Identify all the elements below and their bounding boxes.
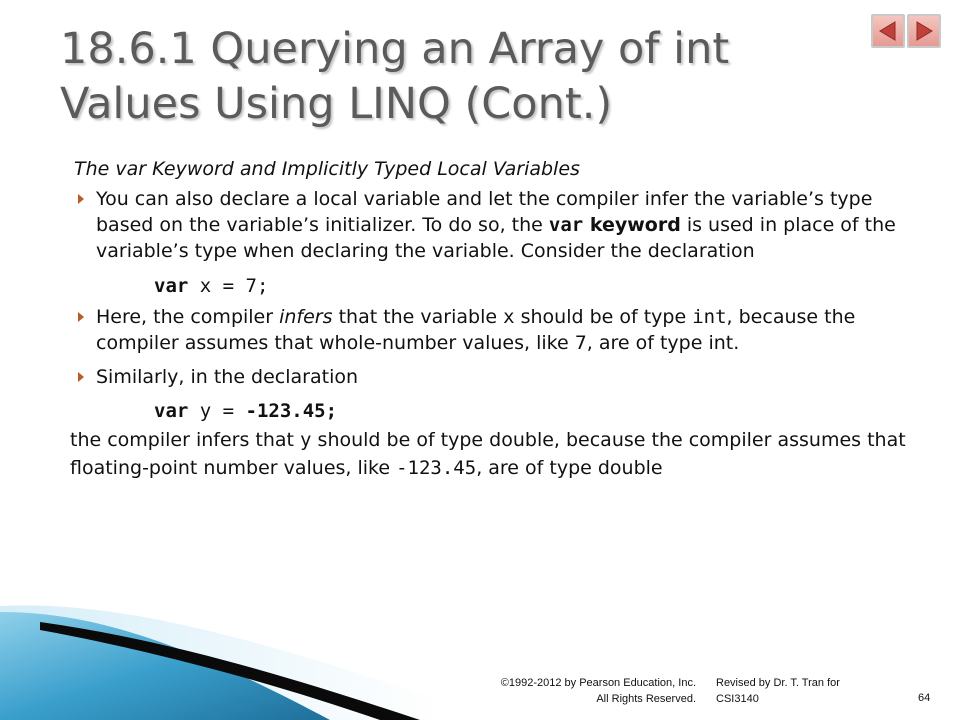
- inline-code: x: [503, 306, 515, 328]
- bullet-text: Similarly, in the declaration: [96, 366, 359, 388]
- bullet-item: [70, 186, 910, 264]
- bullet-text: that the variable: [332, 306, 504, 328]
- code-number: -123.45: [245, 400, 326, 422]
- paragraph-text: should be of type double, because the compiler assumes that floating-point number values, like: [70, 429, 906, 479]
- code-keyword: var: [154, 400, 189, 422]
- paragraph-text: the compiler infers that: [70, 429, 301, 451]
- bullet-text: is used in place of the variable’s type when declaring the variable. Consider the declaration: [96, 214, 896, 262]
- next-slide-button[interactable]: [907, 14, 941, 48]
- slide-body: [70, 156, 910, 482]
- previous-slide-button[interactable]: [871, 14, 905, 48]
- emphasis-text: infers: [279, 306, 333, 328]
- swoosh-blue: [0, 612, 330, 720]
- paragraph-text: , are of type double: [476, 457, 663, 479]
- swoosh-light: [0, 605, 440, 720]
- bullet-item: [70, 364, 910, 390]
- copyright-line: ©1992-2012 by Pearson Education, Inc.: [500, 677, 696, 689]
- triangle-bullet-icon: [78, 372, 84, 382]
- inline-bold-text: keyword: [583, 214, 681, 236]
- explanation-paragraph: [70, 426, 910, 482]
- bullet-item: [70, 304, 910, 356]
- slide-navigation: [871, 14, 941, 48]
- code-example: [70, 398, 910, 424]
- inline-code: y: [300, 429, 312, 451]
- code-example: [70, 273, 910, 299]
- triangle-bullet-icon: [78, 312, 84, 322]
- page-number: 64: [918, 692, 931, 704]
- triangle-bullet-icon: [78, 194, 84, 204]
- copyright-line: All Rights Reserved.: [596, 693, 696, 705]
- inline-code-keyword: var: [548, 214, 584, 236]
- swoosh-black-band: [40, 622, 420, 720]
- inline-code: -123.45: [396, 457, 477, 479]
- code-text: x = 7;: [188, 275, 269, 297]
- slide-title: 18.6.1 Querying an Array of int Values Using LINQ (Cont.): [60, 24, 730, 129]
- triangle-right-icon: [912, 19, 936, 43]
- revision-line: Revised by Dr. T. Tran for: [716, 677, 840, 689]
- triangle-left-icon: [876, 19, 900, 43]
- bullet-text: You can also declare a local variable and let the compiler infer the variable’s type based on the variable’s initializer. To do so, the: [96, 188, 873, 236]
- revision-line: CSI3140: [716, 693, 759, 705]
- inline-code: int: [692, 306, 727, 328]
- bullet-text: , because the compiler assumes that whole-number values, like 7, are of type int.: [96, 306, 856, 354]
- code-text: y =: [188, 400, 246, 422]
- code-text: ;: [325, 400, 338, 422]
- bullet-text: should be of type: [514, 306, 693, 328]
- section-subheading: The var Keyword and Implicitly Typed Local Variables: [74, 158, 580, 180]
- bullet-text: Here, the compiler: [96, 306, 280, 328]
- code-keyword: var: [154, 275, 189, 297]
- revision-notice: [716, 675, 896, 707]
- copyright-notice: [420, 675, 696, 707]
